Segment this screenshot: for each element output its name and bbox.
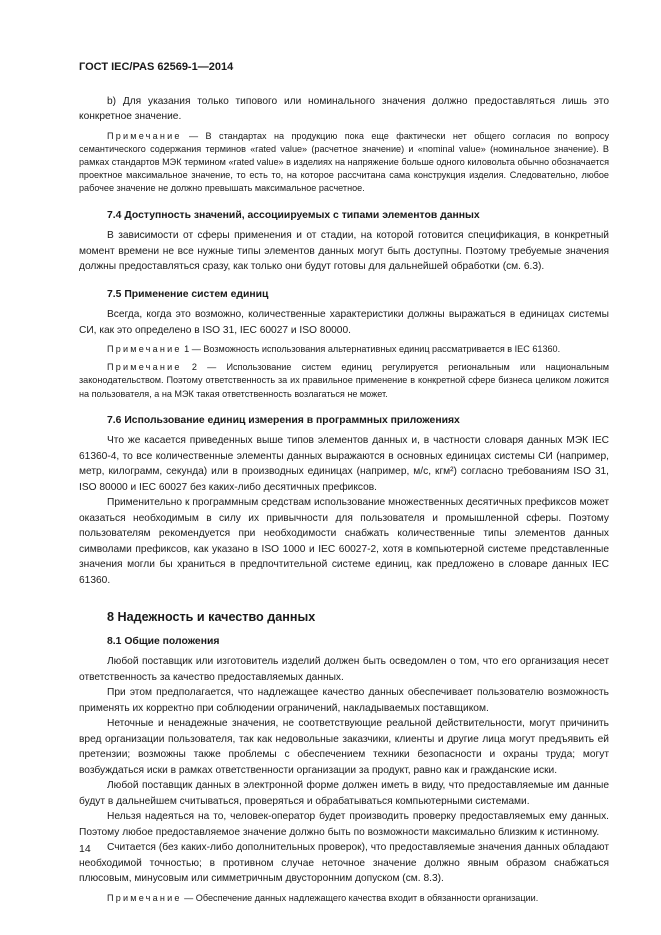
note-text: 2 — Использование систем единиц регулируется региональным или национальным законодательством. Поэтому ответственность за их правильное применение в конкретной сфере бизнеса целиком ложится на пользователя, а на МЭК такая ответственность возлагаться не может. bbox=[79, 362, 609, 399]
note-2 bbox=[79, 361, 609, 401]
paragraph: При этом предполагается, что надлежащее качество данных обеспечивает пользователю возможность применять их корректно при соблюдении ограничений, накладываемых поставщиком. bbox=[79, 687, 609, 714]
paragraph: Считается (без каких-либо дополнительных проверок), что предоставляемые значения данных обладают необходимой точностью; в противном случае неточное значение должно явным образом снабжаться плюсовым, минусовым или симметричным двусторонним допуском (см. 8.3). bbox=[79, 842, 609, 885]
paragraph: Неточные и ненадежные значения, не соответствующие реальной действительности, могут причинить вред организации пользователя, так как недовольные заказчики, клиенты и другие лица могут предъявить ей претензии; возможны также проблемы с обеспечением техники безопасности и охраны труда; могут возбуждаться иски в рамках ответственности организации за продукт, равно как и гражданские иски. bbox=[79, 718, 609, 776]
note-label: Примечание bbox=[107, 892, 182, 903]
note-text: — В стандартах на продукцию пока еще фактически нет общего согласия по вопросу семантического содержания терминов «rated value» (расчетное значение) и «nominal value» (номинальное значение). В рамках стандартов МЭК термином «rated value» в изделиях на напряжение больше одного киловольта обычно обозначается проектное максимальное значение, то есть то, на которое рассчитана сама конструкция изделия. Следовательно, любое рабочее значение не должно превышать максимальное расчетное. bbox=[79, 130, 609, 194]
note bbox=[79, 130, 609, 196]
paragraph: Любой поставщик или изготовитель изделий должен быть осведомлен о том, что его организация несет ответственность за качество предоставляемых данных. bbox=[79, 656, 609, 683]
note-1 bbox=[79, 343, 609, 356]
page-number: 14 bbox=[79, 843, 91, 855]
paragraph-b: b) Для указания только типового или номинального значения должно предоставляться лишь это конкретное значение. bbox=[79, 95, 609, 122]
paragraph: Любой поставщик данных в электронной форме должен иметь в виду, что предоставляемые им данные будут в дальнейшем считываться, проверяться и обрабатываться компьютерными системами. bbox=[79, 780, 609, 807]
document-header: ГОСТ IEC/PAS 62569-1—2014 bbox=[79, 61, 234, 73]
note-text: 1 — Возможность использования альтернативных единиц рассматривается в IEC 61360. bbox=[181, 344, 561, 355]
note-label: Примечание bbox=[107, 130, 182, 141]
note-label: Примечание bbox=[107, 362, 182, 373]
paragraph: Что же касается приведенных выше типов элементов данных и, в частности словаря данных МЭК IEC 61360-4, то все количественные элементы данных выражаются в основных единицах системы СИ (например, метр, килограмм, секунда) или в производных единицах (например, м/с, кгм²) согласно требованиям ISO 31, ISO 80000 и IEC 60027 без каких-либо десятичных префиксов. bbox=[79, 435, 609, 493]
section-heading-7-5: 7.5 Применение систем единиц bbox=[107, 288, 269, 300]
chapter-heading-8: 8 Надежность и качество данных bbox=[107, 610, 316, 625]
paragraph: Всегда, когда это возможно, количественные характеристики должны выражаться в единицах системы СИ, как это определено в ISO 31, IEC 60027 и ISO 80000. bbox=[79, 309, 609, 336]
note-label: Примечание bbox=[107, 344, 182, 355]
section-heading-8-1: 8.1 Общие положения bbox=[107, 635, 220, 647]
section-heading-7-6: 7.6 Использование единиц измерения в программных приложениях bbox=[107, 414, 460, 426]
note bbox=[79, 892, 609, 905]
paragraph: Нельзя надеяться на то, человек-оператор будет производить проверку предоставляемых ему данных. Поэтому любое предоставляемое значение должно быть по возможности максимально близким к истинному. bbox=[79, 811, 609, 838]
section-heading-7-4: 7.4 Доступность значений, ассоциируемых с типами элементов данных bbox=[107, 209, 480, 221]
paragraph: Применительно к программным средствам использование множественных десятичных префиксов может оказаться необходимым в силу их привычности для пользователя и промышленной сферы. Поэтому пользователям рекомендуется при необходимости снабжать количественные типы элементов данных символами префиксов, как указано в ISO 1000 и IEC 60027-2, хотя в компьютерной системе представленные значения могли бы храниться в предпочтительной системе единиц, как предложено в словаре данных IEC 61360. bbox=[79, 497, 609, 586]
paragraph: В зависимости от сферы применения и от стадии, на которой готовится спецификация, в конкретный момент времени не все нужные типы элементов данных могут быть доступны. Поэтому требуемые значения должны предоставляться сразу, как только они будут готовы для дальнейшей обработки (см. 6.3). bbox=[79, 230, 609, 273]
note-text: — Обеспечение данных надлежащего качества входит в обязанности организации. bbox=[181, 892, 539, 903]
